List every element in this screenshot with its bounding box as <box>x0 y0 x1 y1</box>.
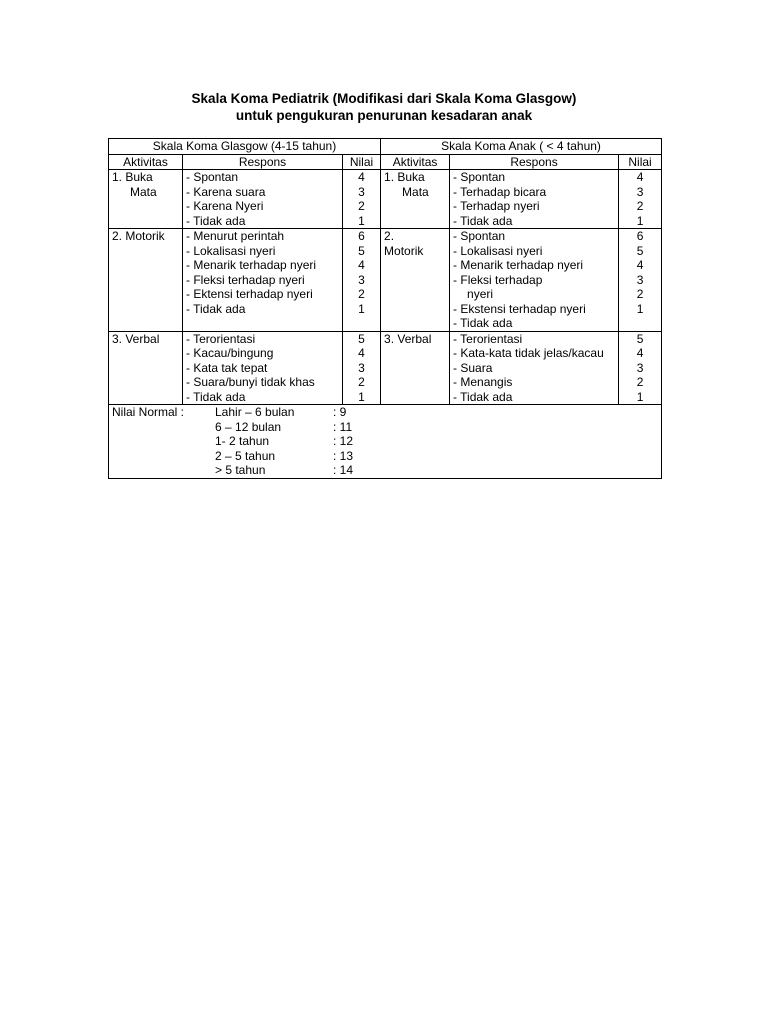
response-cell-right <box>450 170 619 229</box>
score-value: 1 <box>636 213 644 228</box>
score-value: 3 <box>358 272 365 287</box>
response-item: - Terhadap nyeri <box>453 199 540 213</box>
response-cell-left <box>183 229 343 332</box>
activity-label: 2. <box>384 229 395 243</box>
response-item: - Ektensi terhadap nyeri <box>186 287 313 301</box>
normal-score: : 14 <box>333 463 354 477</box>
group-header-child: Skala Koma Anak ( < 4 tahun) <box>381 139 662 155</box>
activity-label: 1. Buka <box>112 170 153 184</box>
score-value: 2 <box>636 375 644 389</box>
score-value: 1 <box>636 301 644 316</box>
document-subtitle: untuk pengukuran penurunan kesadaran anak <box>235 108 533 123</box>
header-respons-left: Respons <box>183 154 343 170</box>
score-value: 4 <box>636 346 644 360</box>
response-item: - Karena Nyeri <box>186 199 264 213</box>
normal-age: 2 – 5 tahun <box>215 448 276 463</box>
response-item: - Spontan <box>186 170 239 184</box>
response-item: - Spontan <box>453 229 506 243</box>
score-value: 3 <box>636 184 644 199</box>
response-item: - Tidak ada <box>186 213 246 228</box>
value-cell-left <box>343 229 381 332</box>
score-value: 1 <box>358 213 365 228</box>
activity-label: 3. Verbal <box>384 331 432 346</box>
normal-age: 6 – 12 bulan <box>215 419 282 434</box>
normal-age: Lahir – 6 bulan <box>215 405 295 419</box>
score-value: 3 <box>636 272 644 287</box>
activity-label: 3. Verbal <box>112 331 160 346</box>
score-value: 5 <box>636 331 644 346</box>
value-cell-left <box>343 331 381 405</box>
activity-label: Mata <box>402 184 429 199</box>
group-header-row <box>109 139 662 155</box>
activity-cell-right <box>381 170 450 229</box>
response-cell-left <box>183 331 343 405</box>
activity-label: 1. Buka <box>384 170 425 184</box>
response-item: - Lokalisasi nyeri <box>453 243 543 258</box>
response-item: - Spontan <box>453 170 506 184</box>
activity-cell-right <box>381 331 450 405</box>
normal-value-line <box>112 405 658 420</box>
activity-cell-right <box>381 229 450 332</box>
score-value: 2 <box>636 287 644 301</box>
score-value: 3 <box>636 360 644 375</box>
value-cell-right <box>619 229 662 332</box>
column-header-row <box>109 154 662 170</box>
table-row <box>109 229 662 332</box>
value-cell-left <box>343 170 381 229</box>
response-item: - Menurut perintah <box>186 229 285 243</box>
normal-spacer <box>112 434 215 449</box>
header-aktivitas-left: Aktivitas <box>109 154 183 170</box>
response-item: - Suara/bunyi tidak khas <box>186 375 315 389</box>
score-value: 2 <box>358 199 365 213</box>
value-cell-right <box>619 170 662 229</box>
normal-score: : 13 <box>333 448 354 463</box>
response-item: - Kata tak tepat <box>186 360 268 375</box>
table-row <box>109 170 662 229</box>
response-item: - Tidak ada <box>453 389 513 404</box>
score-value: 4 <box>636 170 644 184</box>
response-item: - Kacau/bingung <box>186 346 274 360</box>
normal-spacer <box>112 449 215 464</box>
normal-age: 1- 2 tahun <box>215 434 270 448</box>
header-respons-right: Respons <box>450 154 619 170</box>
header-aktivitas-right: Aktivitas <box>381 154 450 170</box>
score-value: 3 <box>358 360 365 375</box>
score-value: 2 <box>358 287 365 301</box>
score-value: 5 <box>636 243 644 258</box>
score-value: 3 <box>358 184 365 199</box>
activity-cell-left <box>109 229 183 332</box>
score-value: 5 <box>358 243 365 258</box>
header-nilai-right: Nilai <box>619 154 662 170</box>
normal-values-label: Nilai Normal : <box>112 405 185 419</box>
normal-value-line <box>112 434 658 449</box>
response-item: - Suara <box>453 360 493 375</box>
score-value: 6 <box>358 229 365 243</box>
coma-scale-table <box>108 138 662 479</box>
response-cell-right <box>450 331 619 405</box>
response-item: nyeri <box>467 287 494 301</box>
normal-values-cell <box>109 405 662 479</box>
normal-values-row <box>109 405 662 479</box>
response-item: - Terorientasi <box>186 331 256 346</box>
normal-value-line <box>112 463 658 478</box>
score-value: 2 <box>636 199 644 213</box>
response-cell-right <box>450 229 619 332</box>
table-row <box>109 331 662 405</box>
normal-score: : 11 <box>333 419 353 434</box>
score-value: 1 <box>358 389 365 404</box>
response-item: - Terhadap bicara <box>453 184 547 199</box>
response-item: - Tidak ada <box>453 316 513 330</box>
document-title: Skala Koma Pediatrik (Modifikasi dari Skala Koma Glasgow) <box>191 91 577 106</box>
response-item: - Fleksi terhadap <box>453 272 543 287</box>
activity-label: Mata <box>130 184 157 199</box>
response-item: - Tidak ada <box>453 213 513 228</box>
normal-age: > 5 tahun <box>215 463 266 477</box>
normal-score: : 9 <box>333 405 347 419</box>
normal-spacer <box>112 420 215 435</box>
score-value: 4 <box>358 170 365 184</box>
response-item: - Lokalisasi nyeri <box>186 243 276 258</box>
normal-score: : 12 <box>333 434 354 448</box>
response-item: - Menarik terhadap nyeri <box>186 258 317 272</box>
header-nilai-left: Nilai <box>343 154 381 170</box>
value-cell-right <box>619 331 662 405</box>
group-header-gcs: Skala Koma Glasgow (4-15 tahun) <box>109 139 381 155</box>
activity-label: 2. Motorik <box>112 229 165 243</box>
response-item: - Tidak ada <box>186 301 246 316</box>
score-value: 1 <box>358 301 365 316</box>
response-cell-left <box>183 170 343 229</box>
response-item: - Fleksi terhadap nyeri <box>186 272 305 287</box>
normal-value-line <box>112 449 658 464</box>
score-value: 6 <box>636 229 644 243</box>
response-item: - Menangis <box>453 375 513 389</box>
score-value: 1 <box>636 389 644 404</box>
activity-label: Motorik <box>384 243 424 258</box>
score-value: 4 <box>636 258 644 272</box>
response-item: - Kata-kata tidak jelas/kacau <box>453 346 604 360</box>
score-value: 4 <box>358 258 365 272</box>
response-item: - Tidak ada <box>186 389 246 404</box>
response-item: - Terorientasi <box>453 331 523 346</box>
score-value: 5 <box>358 331 365 346</box>
activity-cell-left <box>109 331 183 405</box>
score-value: 2 <box>358 375 365 389</box>
normal-spacer <box>112 463 215 478</box>
normal-value-line <box>112 420 658 435</box>
response-item: - Karena suara <box>186 184 266 199</box>
activity-cell-left <box>109 170 183 229</box>
score-value: 4 <box>358 346 365 360</box>
response-item: - Ekstensi terhadap nyeri <box>453 301 586 316</box>
response-item: - Menarik terhadap nyeri <box>453 258 584 272</box>
